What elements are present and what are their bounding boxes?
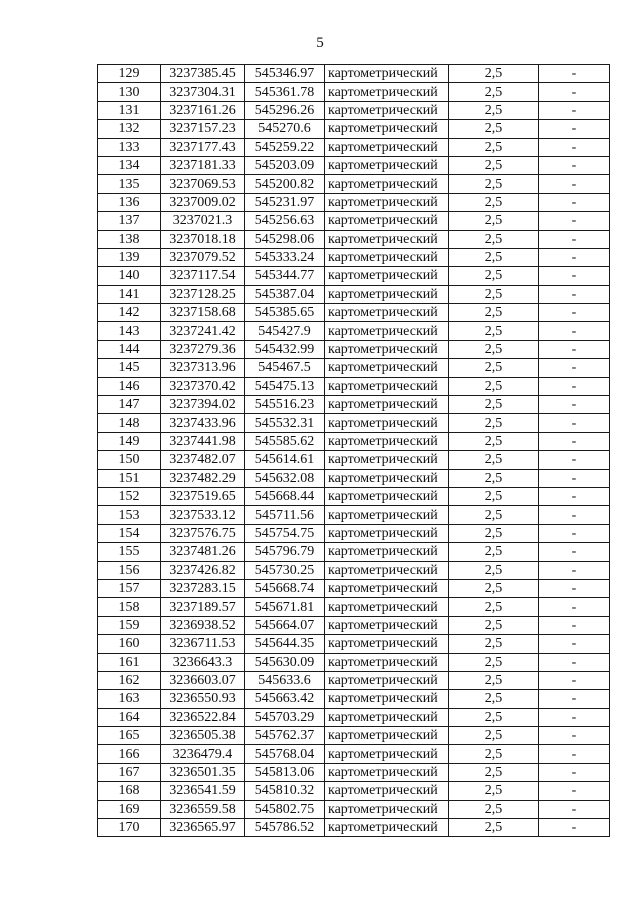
note-cell: - [539,543,610,561]
y-coordinate-cell: 545361.78 [245,83,325,101]
table-row [98,230,610,248]
note-cell: - [539,727,610,745]
y-coordinate-cell: 545630.09 [245,653,325,671]
table-row [98,469,610,487]
accuracy-cell: 2,5 [449,671,539,689]
x-coordinate-cell: 3236550.93 [161,690,245,708]
method-cell: картометрический [325,561,449,579]
method-cell: картометрический [325,819,449,837]
table-row [98,212,610,230]
note-cell: - [539,690,610,708]
point-number-cell: 137 [98,212,161,230]
x-coordinate-cell: 3237279.36 [161,340,245,358]
table-row [98,156,610,174]
table-row [98,727,610,745]
point-number-cell: 159 [98,616,161,634]
note-cell: - [539,304,610,322]
y-coordinate-cell: 545432.99 [245,340,325,358]
point-number-cell: 134 [98,156,161,174]
x-coordinate-cell: 3237157.23 [161,120,245,138]
note-cell: - [539,230,610,248]
method-cell: картометрический [325,304,449,322]
note-cell: - [539,267,610,285]
accuracy-cell: 2,5 [449,727,539,745]
table-row [98,193,610,211]
point-number-cell: 139 [98,248,161,266]
y-coordinate-cell: 545256.63 [245,212,325,230]
y-coordinate-cell: 545668.74 [245,579,325,597]
method-cell: картометрический [325,377,449,395]
y-coordinate-cell: 545664.07 [245,616,325,634]
x-coordinate-cell: 3236559.58 [161,800,245,818]
method-cell: картометрический [325,101,449,119]
coordinates-table-body [98,65,610,837]
point-number-cell: 160 [98,635,161,653]
x-coordinate-cell: 3237189.57 [161,598,245,616]
note-cell: - [539,506,610,524]
note-cell: - [539,451,610,469]
point-number-cell: 143 [98,322,161,340]
x-coordinate-cell: 3237009.02 [161,193,245,211]
table-row [98,285,610,303]
x-coordinate-cell: 3236711.53 [161,635,245,653]
note-cell: - [539,487,610,505]
accuracy-cell: 2,5 [449,322,539,340]
table-row [98,506,610,524]
y-coordinate-cell: 545585.62 [245,432,325,450]
accuracy-cell: 2,5 [449,212,539,230]
note-cell: - [539,138,610,156]
y-coordinate-cell: 545754.75 [245,524,325,542]
x-coordinate-cell: 3236938.52 [161,616,245,634]
table-row [98,579,610,597]
x-coordinate-cell: 3236501.35 [161,763,245,781]
y-coordinate-cell: 545298.06 [245,230,325,248]
note-cell: - [539,340,610,358]
y-coordinate-cell: 545810.32 [245,782,325,800]
x-coordinate-cell: 3237433.96 [161,414,245,432]
point-number-cell: 150 [98,451,161,469]
y-coordinate-cell: 545270.6 [245,120,325,138]
note-cell: - [539,322,610,340]
table-row [98,763,610,781]
coordinates-table [97,64,610,837]
method-cell: картометрический [325,469,449,487]
note-cell: - [539,432,610,450]
note-cell: - [539,671,610,689]
point-number-cell: 163 [98,690,161,708]
point-number-cell: 157 [98,579,161,597]
x-coordinate-cell: 3237519.65 [161,487,245,505]
note-cell: - [539,193,610,211]
x-coordinate-cell: 3237533.12 [161,506,245,524]
page-number: 5 [316,35,324,51]
point-number-cell: 153 [98,506,161,524]
note-cell: - [539,745,610,763]
method-cell: картометрический [325,506,449,524]
method-cell: картометрический [325,653,449,671]
note-cell: - [539,800,610,818]
x-coordinate-cell: 3237177.43 [161,138,245,156]
x-coordinate-cell: 3237482.29 [161,469,245,487]
note-cell: - [539,285,610,303]
accuracy-cell: 2,5 [449,101,539,119]
note-cell: - [539,83,610,101]
x-coordinate-cell: 3237158.68 [161,304,245,322]
accuracy-cell: 2,5 [449,304,539,322]
x-coordinate-cell: 3237018.18 [161,230,245,248]
y-coordinate-cell: 545668.44 [245,487,325,505]
x-coordinate-cell: 3236479.4 [161,745,245,763]
method-cell: картометрический [325,671,449,689]
table-row [98,396,610,414]
method-cell: картометрический [325,138,449,156]
accuracy-cell: 2,5 [449,708,539,726]
method-cell: картометрический [325,65,449,83]
table-row [98,653,610,671]
x-coordinate-cell: 3237181.33 [161,156,245,174]
x-coordinate-cell: 3237482.07 [161,451,245,469]
method-cell: картометрический [325,193,449,211]
accuracy-cell: 2,5 [449,156,539,174]
accuracy-cell: 2,5 [449,653,539,671]
method-cell: картометрический [325,432,449,450]
method-cell: картометрический [325,598,449,616]
table-row [98,782,610,800]
note-cell: - [539,414,610,432]
table-row [98,561,610,579]
method-cell: картометрический [325,616,449,634]
method-cell: картометрический [325,359,449,377]
method-cell: картометрический [325,396,449,414]
x-coordinate-cell: 3237241.42 [161,322,245,340]
accuracy-cell: 2,5 [449,451,539,469]
accuracy-cell: 2,5 [449,359,539,377]
point-number-cell: 164 [98,708,161,726]
note-cell: - [539,819,610,837]
point-number-cell: 155 [98,543,161,561]
note-cell: - [539,782,610,800]
x-coordinate-cell: 3237283.15 [161,579,245,597]
point-number-cell: 158 [98,598,161,616]
y-coordinate-cell: 545296.26 [245,101,325,119]
table-row [98,359,610,377]
method-cell: картометрический [325,782,449,800]
y-coordinate-cell: 545203.09 [245,156,325,174]
method-cell: картометрический [325,763,449,781]
method-cell: картометрический [325,635,449,653]
x-coordinate-cell: 3236565.97 [161,819,245,837]
note-cell: - [539,763,610,781]
point-number-cell: 151 [98,469,161,487]
y-coordinate-cell: 545344.77 [245,267,325,285]
point-number-cell: 149 [98,432,161,450]
point-number-cell: 129 [98,65,161,83]
accuracy-cell: 2,5 [449,763,539,781]
method-cell: картометрический [325,708,449,726]
note-cell: - [539,248,610,266]
y-coordinate-cell: 545633.6 [245,671,325,689]
accuracy-cell: 2,5 [449,230,539,248]
accuracy-cell: 2,5 [449,138,539,156]
table-row [98,616,610,634]
x-coordinate-cell: 3236505.38 [161,727,245,745]
method-cell: картометрический [325,175,449,193]
point-number-cell: 142 [98,304,161,322]
accuracy-cell: 2,5 [449,616,539,634]
method-cell: картометрический [325,230,449,248]
method-cell: картометрический [325,690,449,708]
method-cell: картометрический [325,543,449,561]
x-coordinate-cell: 3237313.96 [161,359,245,377]
point-number-cell: 162 [98,671,161,689]
y-coordinate-cell: 545333.24 [245,248,325,266]
x-coordinate-cell: 3237441.98 [161,432,245,450]
table-row [98,800,610,818]
x-coordinate-cell: 3237117.54 [161,267,245,285]
y-coordinate-cell: 545711.56 [245,506,325,524]
accuracy-cell: 2,5 [449,377,539,395]
method-cell: картометрический [325,800,449,818]
accuracy-cell: 2,5 [449,193,539,211]
x-coordinate-cell: 3236541.59 [161,782,245,800]
y-coordinate-cell: 545346.97 [245,65,325,83]
y-coordinate-cell: 545786.52 [245,819,325,837]
y-coordinate-cell: 545200.82 [245,175,325,193]
method-cell: картометрический [325,524,449,542]
point-number-cell: 165 [98,727,161,745]
table-row [98,819,610,837]
note-cell: - [539,377,610,395]
x-coordinate-cell: 3237021.3 [161,212,245,230]
table-row [98,543,610,561]
point-number-cell: 144 [98,340,161,358]
accuracy-cell: 2,5 [449,487,539,505]
note-cell: - [539,120,610,138]
note-cell: - [539,579,610,597]
note-cell: - [539,175,610,193]
note-cell: - [539,212,610,230]
accuracy-cell: 2,5 [449,543,539,561]
accuracy-cell: 2,5 [449,561,539,579]
table-row [98,101,610,119]
table-row [98,304,610,322]
method-cell: картометрический [325,579,449,597]
table-row [98,175,610,193]
point-number-cell: 130 [98,83,161,101]
accuracy-cell: 2,5 [449,506,539,524]
accuracy-cell: 2,5 [449,432,539,450]
note-cell: - [539,653,610,671]
accuracy-cell: 2,5 [449,819,539,837]
table-row [98,708,610,726]
y-coordinate-cell: 545762.37 [245,727,325,745]
note-cell: - [539,359,610,377]
x-coordinate-cell: 3236643.3 [161,653,245,671]
y-coordinate-cell: 545644.35 [245,635,325,653]
note-cell: - [539,469,610,487]
point-number-cell: 141 [98,285,161,303]
accuracy-cell: 2,5 [449,65,539,83]
method-cell: картометрический [325,727,449,745]
y-coordinate-cell: 545813.06 [245,763,325,781]
point-number-cell: 156 [98,561,161,579]
note-cell: - [539,598,610,616]
point-number-cell: 135 [98,175,161,193]
point-number-cell: 146 [98,377,161,395]
table-row [98,120,610,138]
point-number-cell: 152 [98,487,161,505]
point-number-cell: 147 [98,396,161,414]
method-cell: картометрический [325,285,449,303]
accuracy-cell: 2,5 [449,396,539,414]
point-number-cell: 136 [98,193,161,211]
point-number-cell: 133 [98,138,161,156]
note-cell: - [539,616,610,634]
table-row [98,690,610,708]
accuracy-cell: 2,5 [449,690,539,708]
y-coordinate-cell: 545730.25 [245,561,325,579]
table-row [98,432,610,450]
accuracy-cell: 2,5 [449,120,539,138]
method-cell: картометрический [325,340,449,358]
accuracy-cell: 2,5 [449,635,539,653]
x-coordinate-cell: 3237128.25 [161,285,245,303]
table-row [98,414,610,432]
x-coordinate-cell: 3237385.45 [161,65,245,83]
x-coordinate-cell: 3236603.07 [161,671,245,689]
point-number-cell: 167 [98,763,161,781]
table-row [98,340,610,358]
point-number-cell: 138 [98,230,161,248]
point-number-cell: 148 [98,414,161,432]
y-coordinate-cell: 545231.97 [245,193,325,211]
y-coordinate-cell: 545259.22 [245,138,325,156]
method-cell: картометрический [325,451,449,469]
x-coordinate-cell: 3237079.52 [161,248,245,266]
x-coordinate-cell: 3237304.31 [161,83,245,101]
x-coordinate-cell: 3237394.02 [161,396,245,414]
y-coordinate-cell: 545632.08 [245,469,325,487]
y-coordinate-cell: 545663.42 [245,690,325,708]
note-cell: - [539,101,610,119]
table-row [98,377,610,395]
y-coordinate-cell: 545385.65 [245,304,325,322]
y-coordinate-cell: 545427.9 [245,322,325,340]
method-cell: картометрический [325,267,449,285]
point-number-cell: 145 [98,359,161,377]
y-coordinate-cell: 545475.13 [245,377,325,395]
table-row [98,635,610,653]
point-number-cell: 169 [98,800,161,818]
method-cell: картометрический [325,414,449,432]
accuracy-cell: 2,5 [449,267,539,285]
accuracy-cell: 2,5 [449,285,539,303]
y-coordinate-cell: 545671.81 [245,598,325,616]
x-coordinate-cell: 3237370.42 [161,377,245,395]
point-number-cell: 161 [98,653,161,671]
method-cell: картометрический [325,322,449,340]
accuracy-cell: 2,5 [449,340,539,358]
accuracy-cell: 2,5 [449,745,539,763]
y-coordinate-cell: 545768.04 [245,745,325,763]
note-cell: - [539,396,610,414]
x-coordinate-cell: 3237576.75 [161,524,245,542]
y-coordinate-cell: 545387.04 [245,285,325,303]
point-number-cell: 166 [98,745,161,763]
y-coordinate-cell: 545532.31 [245,414,325,432]
accuracy-cell: 2,5 [449,782,539,800]
method-cell: картометрический [325,120,449,138]
table-row [98,598,610,616]
method-cell: картометрический [325,487,449,505]
point-number-cell: 131 [98,101,161,119]
y-coordinate-cell: 545802.75 [245,800,325,818]
accuracy-cell: 2,5 [449,524,539,542]
note-cell: - [539,156,610,174]
accuracy-cell: 2,5 [449,248,539,266]
accuracy-cell: 2,5 [449,800,539,818]
note-cell: - [539,524,610,542]
method-cell: картометрический [325,248,449,266]
point-number-cell: 154 [98,524,161,542]
x-coordinate-cell: 3237426.82 [161,561,245,579]
table-row [98,451,610,469]
accuracy-cell: 2,5 [449,598,539,616]
table-row [98,524,610,542]
method-cell: картометрический [325,745,449,763]
table-row [98,671,610,689]
method-cell: картометрический [325,156,449,174]
note-cell: - [539,65,610,83]
y-coordinate-cell: 545614.61 [245,451,325,469]
accuracy-cell: 2,5 [449,469,539,487]
point-number-cell: 170 [98,819,161,837]
note-cell: - [539,708,610,726]
accuracy-cell: 2,5 [449,175,539,193]
table-row [98,745,610,763]
x-coordinate-cell: 3237161.26 [161,101,245,119]
point-number-cell: 140 [98,267,161,285]
table-row [98,83,610,101]
point-number-cell: 132 [98,120,161,138]
table-row [98,322,610,340]
point-number-cell: 168 [98,782,161,800]
y-coordinate-cell: 545516.23 [245,396,325,414]
table-row [98,487,610,505]
method-cell: картометрический [325,212,449,230]
y-coordinate-cell: 545703.29 [245,708,325,726]
table-row [98,138,610,156]
table-row [98,248,610,266]
note-cell: - [539,561,610,579]
y-coordinate-cell: 545467.5 [245,359,325,377]
table-row [98,267,610,285]
x-coordinate-cell: 3236522.84 [161,708,245,726]
table-row [98,65,610,83]
accuracy-cell: 2,5 [449,83,539,101]
y-coordinate-cell: 545796.79 [245,543,325,561]
method-cell: картометрический [325,83,449,101]
note-cell: - [539,635,610,653]
accuracy-cell: 2,5 [449,579,539,597]
x-coordinate-cell: 3237481.26 [161,543,245,561]
accuracy-cell: 2,5 [449,414,539,432]
x-coordinate-cell: 3237069.53 [161,175,245,193]
